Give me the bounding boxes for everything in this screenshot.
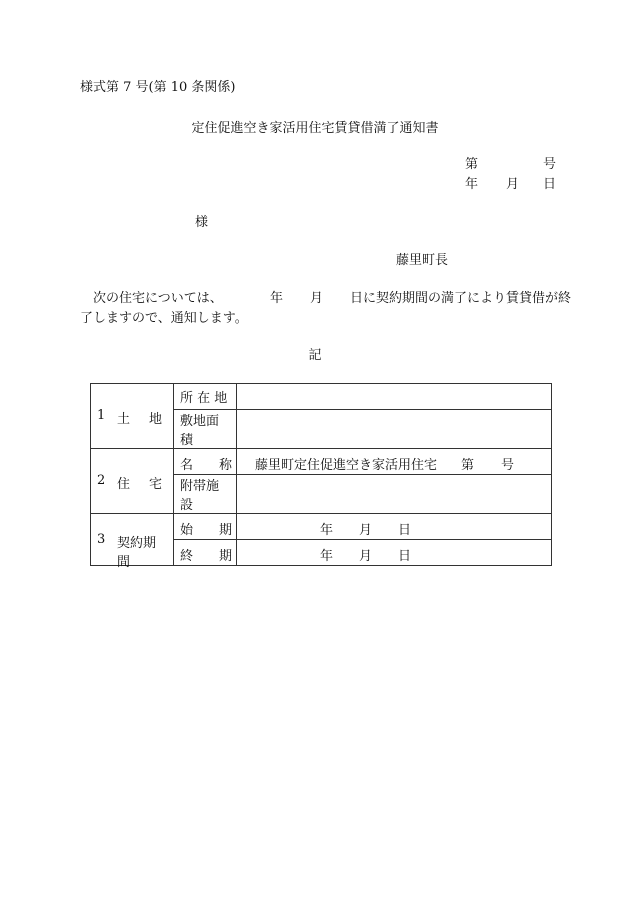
period-end-month: 月 — [359, 548, 373, 564]
body-rest: 日に契約期間の満了により賃貸借が終 — [350, 291, 572, 306]
house-name-go: 号 — [501, 457, 515, 473]
sender-name: 藤里町長 — [396, 253, 449, 268]
category-house — [91, 449, 174, 514]
house-name-value — [237, 449, 552, 475]
period-start-label-1: 始 — [180, 522, 194, 538]
period-end-year: 年 — [320, 548, 334, 564]
house-name-dai: 第 — [461, 457, 475, 473]
house-name-label — [174, 449, 237, 475]
land-label-2: 地 — [149, 412, 163, 427]
body-text-line-2: 了しますので、通知します。 — [80, 311, 248, 326]
period-start-month: 月 — [359, 522, 373, 538]
period-end-label-1: 終 — [180, 548, 194, 564]
house-facilities-label: 附帯施設 — [174, 475, 237, 514]
period-label: 契約期間 — [117, 535, 157, 570]
house-name-label-2: 称 — [219, 457, 233, 473]
recipient-honorific: 様 — [195, 215, 209, 230]
period-number: 3 — [97, 531, 106, 547]
land-location-label: 所 在 地 — [174, 384, 237, 410]
land-label-1: 土 — [117, 412, 131, 427]
period-start-value — [237, 514, 552, 540]
period-start-label — [174, 514, 237, 540]
details-table — [90, 383, 552, 570]
land-area-label: 敷地面積 — [174, 410, 237, 449]
house-label-2: 宅 — [149, 477, 163, 492]
period-end-value — [237, 540, 552, 566]
house-number: 2 — [97, 473, 106, 488]
period-start-year: 年 — [320, 522, 334, 538]
period-end-label — [174, 540, 237, 566]
land-location-value — [237, 384, 552, 410]
house-facilities-value — [237, 475, 552, 514]
period-end-label-2: 期 — [219, 548, 233, 564]
period-start-day: 日 — [398, 522, 412, 538]
table-row — [91, 384, 552, 410]
category-land — [91, 384, 174, 449]
period-end-day: 日 — [398, 548, 412, 564]
ki-heading: 記 — [308, 348, 322, 363]
period-start-label-2: 期 — [219, 522, 233, 538]
table-row — [91, 449, 552, 475]
body-month: 月 — [310, 291, 324, 306]
house-name-label-1: 名 — [180, 457, 194, 473]
issue-year: 年 — [465, 177, 479, 192]
land-area-value — [237, 410, 552, 449]
house-name-text: 藤里町定住促進空き家活用住宅 — [255, 457, 438, 473]
table-row — [91, 514, 552, 540]
category-period — [91, 514, 174, 570]
number-prefix: 第 — [465, 157, 479, 172]
body-year: 年 — [270, 291, 284, 306]
house-label-1: 住 — [117, 477, 131, 492]
issue-day: 日 — [543, 177, 557, 192]
land-number: 1 — [97, 408, 106, 423]
body-lead: 次の住宅については、 — [93, 291, 223, 306]
issue-month: 月 — [506, 177, 520, 192]
number-suffix: 号 — [543, 157, 557, 172]
form-number: 様式第 7 号(第 10 条関係) — [80, 80, 236, 95]
document-title: 定住促進空き家活用住宅賃貸借満了通知書 — [191, 121, 439, 136]
